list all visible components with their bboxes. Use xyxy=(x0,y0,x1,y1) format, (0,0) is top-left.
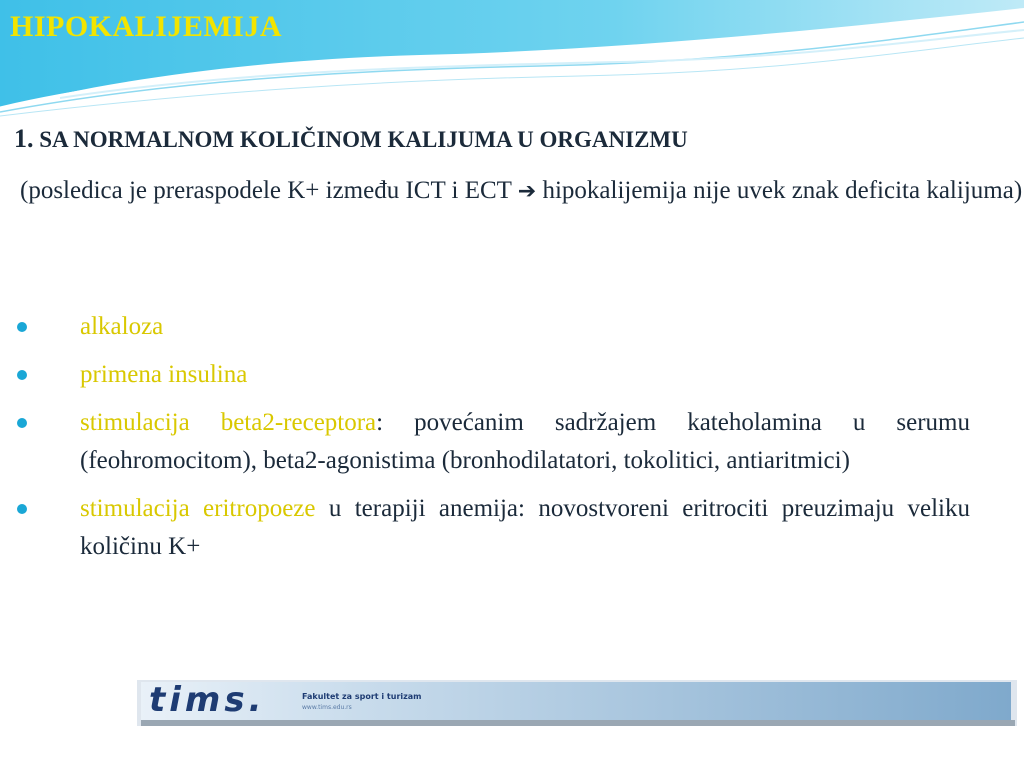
cause-list xyxy=(0,308,970,576)
section-heading xyxy=(14,124,974,154)
explanation-paragraph xyxy=(20,172,1024,211)
right-arrow-icon: ➔ xyxy=(517,179,537,204)
institution-name: Fakultet za sport i turizam xyxy=(302,692,422,701)
list-item xyxy=(0,404,970,480)
paragraph-text-after-arrow: hipokalijemija nije uvek znak deficita kalijuma) xyxy=(542,177,1023,204)
bullet-dot-icon xyxy=(17,322,27,332)
bullet-dot-icon xyxy=(17,418,27,428)
institution-url: www.tims.edu.rs xyxy=(302,704,352,711)
list-item xyxy=(0,308,970,346)
list-item-text: : povećanim sadržajem kateholamina u serumu (feohromocitom), beta2-agonistima (bronhodilatatori, tokolitici, antiaritmici) xyxy=(80,409,970,474)
list-item-highlight: stimulacija beta2-receptora xyxy=(80,409,377,436)
section-heading-text: SA NORMALNOM KOLIČINOM KALIJUMA U ORGANIZMU xyxy=(33,127,688,152)
slide-title: HIPOKALIJEMIJA xyxy=(10,10,283,43)
list-item xyxy=(0,490,970,566)
footer-banner xyxy=(137,680,1017,726)
list-item xyxy=(0,356,970,394)
tims-logo: tims. xyxy=(149,680,266,720)
paragraph-text-before-arrow: (posledica je preraspodele K+ između ICT i ECT xyxy=(20,177,512,204)
bullet-dot-icon xyxy=(17,370,27,380)
list-item-highlight: primena insulina xyxy=(80,361,248,388)
list-item-highlight: stimulacija eritropoeze xyxy=(80,495,316,522)
list-item-text: u terapiji anemija: novostvoreni eritrociti preuzimaju veliku količinu K+ xyxy=(80,495,970,560)
list-item-highlight: alkaloza xyxy=(80,313,164,340)
section-number: 1. xyxy=(14,124,34,153)
banner-background xyxy=(137,680,1017,726)
bullet-dot-icon xyxy=(17,504,27,514)
